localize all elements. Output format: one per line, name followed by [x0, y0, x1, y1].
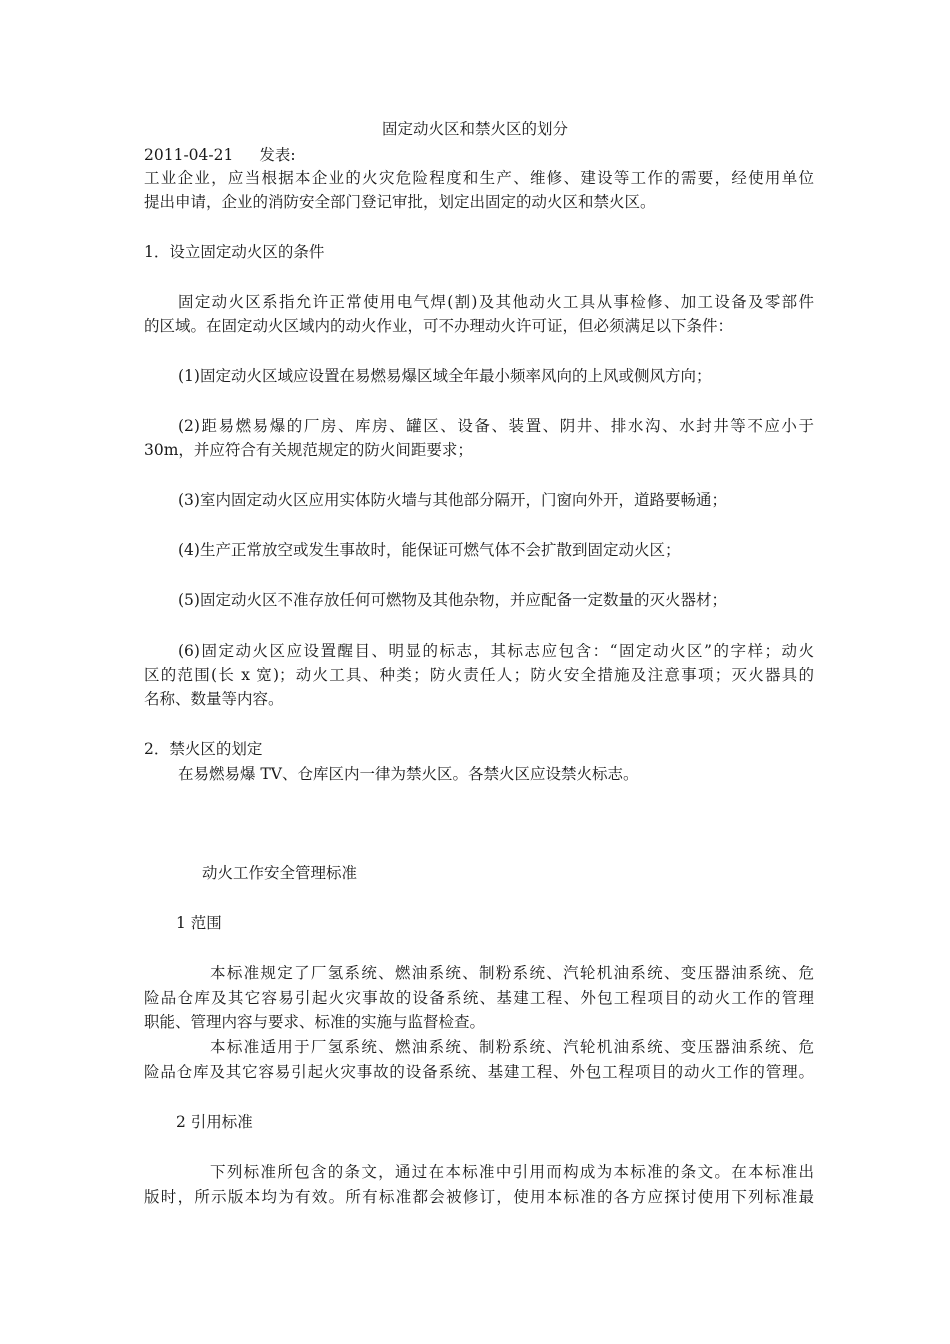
list-item-continuation: 区的范围(长 x 宽)；动火工具、种类；防火责任人；防火安全措施及注意事项；灭火器具的	[144, 666, 814, 684]
list-item: (1)固定动火区域应设置在易燃易爆区域全年最小频率风向的上风或侧风方向；	[178, 367, 712, 385]
document-title: 固定动火区和禁火区的划分	[381, 120, 568, 138]
paragraph-line: 的区域。在固定动火区域内的动火作业，可不办理动火许可证，但必须满足以下条件：	[144, 317, 734, 335]
section-heading: 2 引用标准	[176, 1113, 253, 1131]
paragraph-line: 本标准适用于厂氢系统、燃油系统、制粉系统、汽轮机油系统、变压器油系统、危	[210, 1038, 814, 1056]
list-item-continuation: 名称、数量等内容。	[144, 690, 284, 708]
paragraph-line: 险品仓库及其它容易引起火灾事故的设备系统、基建工程、外包工程项目的动火工作的管理。	[144, 1063, 814, 1081]
paragraph-line: 提出申请，企业的消防安全部门登记审批，划定出固定的动火区和禁火区。	[144, 193, 656, 211]
date-line	[144, 144, 814, 166]
section-title: 动火工作安全管理标准	[202, 864, 358, 882]
list-item: (5)固定动火区不准存放任何可燃物及其他杂物，并应配备一定数量的灭火器材；	[178, 591, 727, 609]
list-item: (2)距易燃易爆的厂房、库房、罐区、设备、装置、阴井、排水沟、水封井等不应小于	[178, 417, 814, 435]
paragraph-line: 版时，所示版本均为有效。所有标准都会被修订，使用本标准的各方应探讨使用下列标准最	[144, 1188, 814, 1206]
section-heading: 1．设立固定动火区的条件	[144, 243, 325, 261]
published-label: 发表:	[259, 146, 296, 164]
list-item: (4)生产正常放空或发生事故时，能保证可燃气体不会扩散到固定动火区；	[178, 541, 681, 559]
section-heading: 2．禁火区的划定	[144, 740, 263, 758]
section-heading: 1 范围	[176, 914, 222, 932]
paragraph-line: 在易燃易爆 TV、仓库区内一律为禁火区。各禁火区应设禁火标志。	[178, 765, 639, 783]
paragraph-line: 工业企业，应当根据本企业的火灾危险程度和生产、维修、建设等工作的需要，经使用单位	[144, 169, 814, 187]
list-item: (6)固定动火区应设置醒目、明显的标志，其标志应包含：“固定动火区”的字样；动火	[178, 642, 814, 660]
paragraph-line: 下列标准所包含的条文，通过在本标准中引用而构成为本标准的条文。在本标准出	[210, 1163, 814, 1181]
paragraph-line: 固定动火区系指允许正常使用电气焊(割)及其他动火工具从事检修、加工设备及零部件	[178, 293, 814, 311]
paragraph-line: 本标准规定了厂氢系统、燃油系统、制粉系统、汽轮机油系统、变压器油系统、危	[210, 964, 814, 982]
paragraph-line: 险品仓库及其它容易引起火灾事故的设备系统、基建工程、外包工程项目的动火工作的管理	[144, 989, 814, 1007]
publish-date: 2011-04-21	[144, 146, 234, 164]
paragraph-line: 职能、管理内容与要求、标准的实施与监督检查。	[144, 1013, 486, 1031]
list-item: (3)室内固定动火区应用实体防火墙与其他部分隔开，门窗向外开，道路要畅通；	[178, 491, 727, 509]
list-item-continuation: 30m，并应符合有关规范规定的防火间距要求；	[144, 441, 473, 459]
